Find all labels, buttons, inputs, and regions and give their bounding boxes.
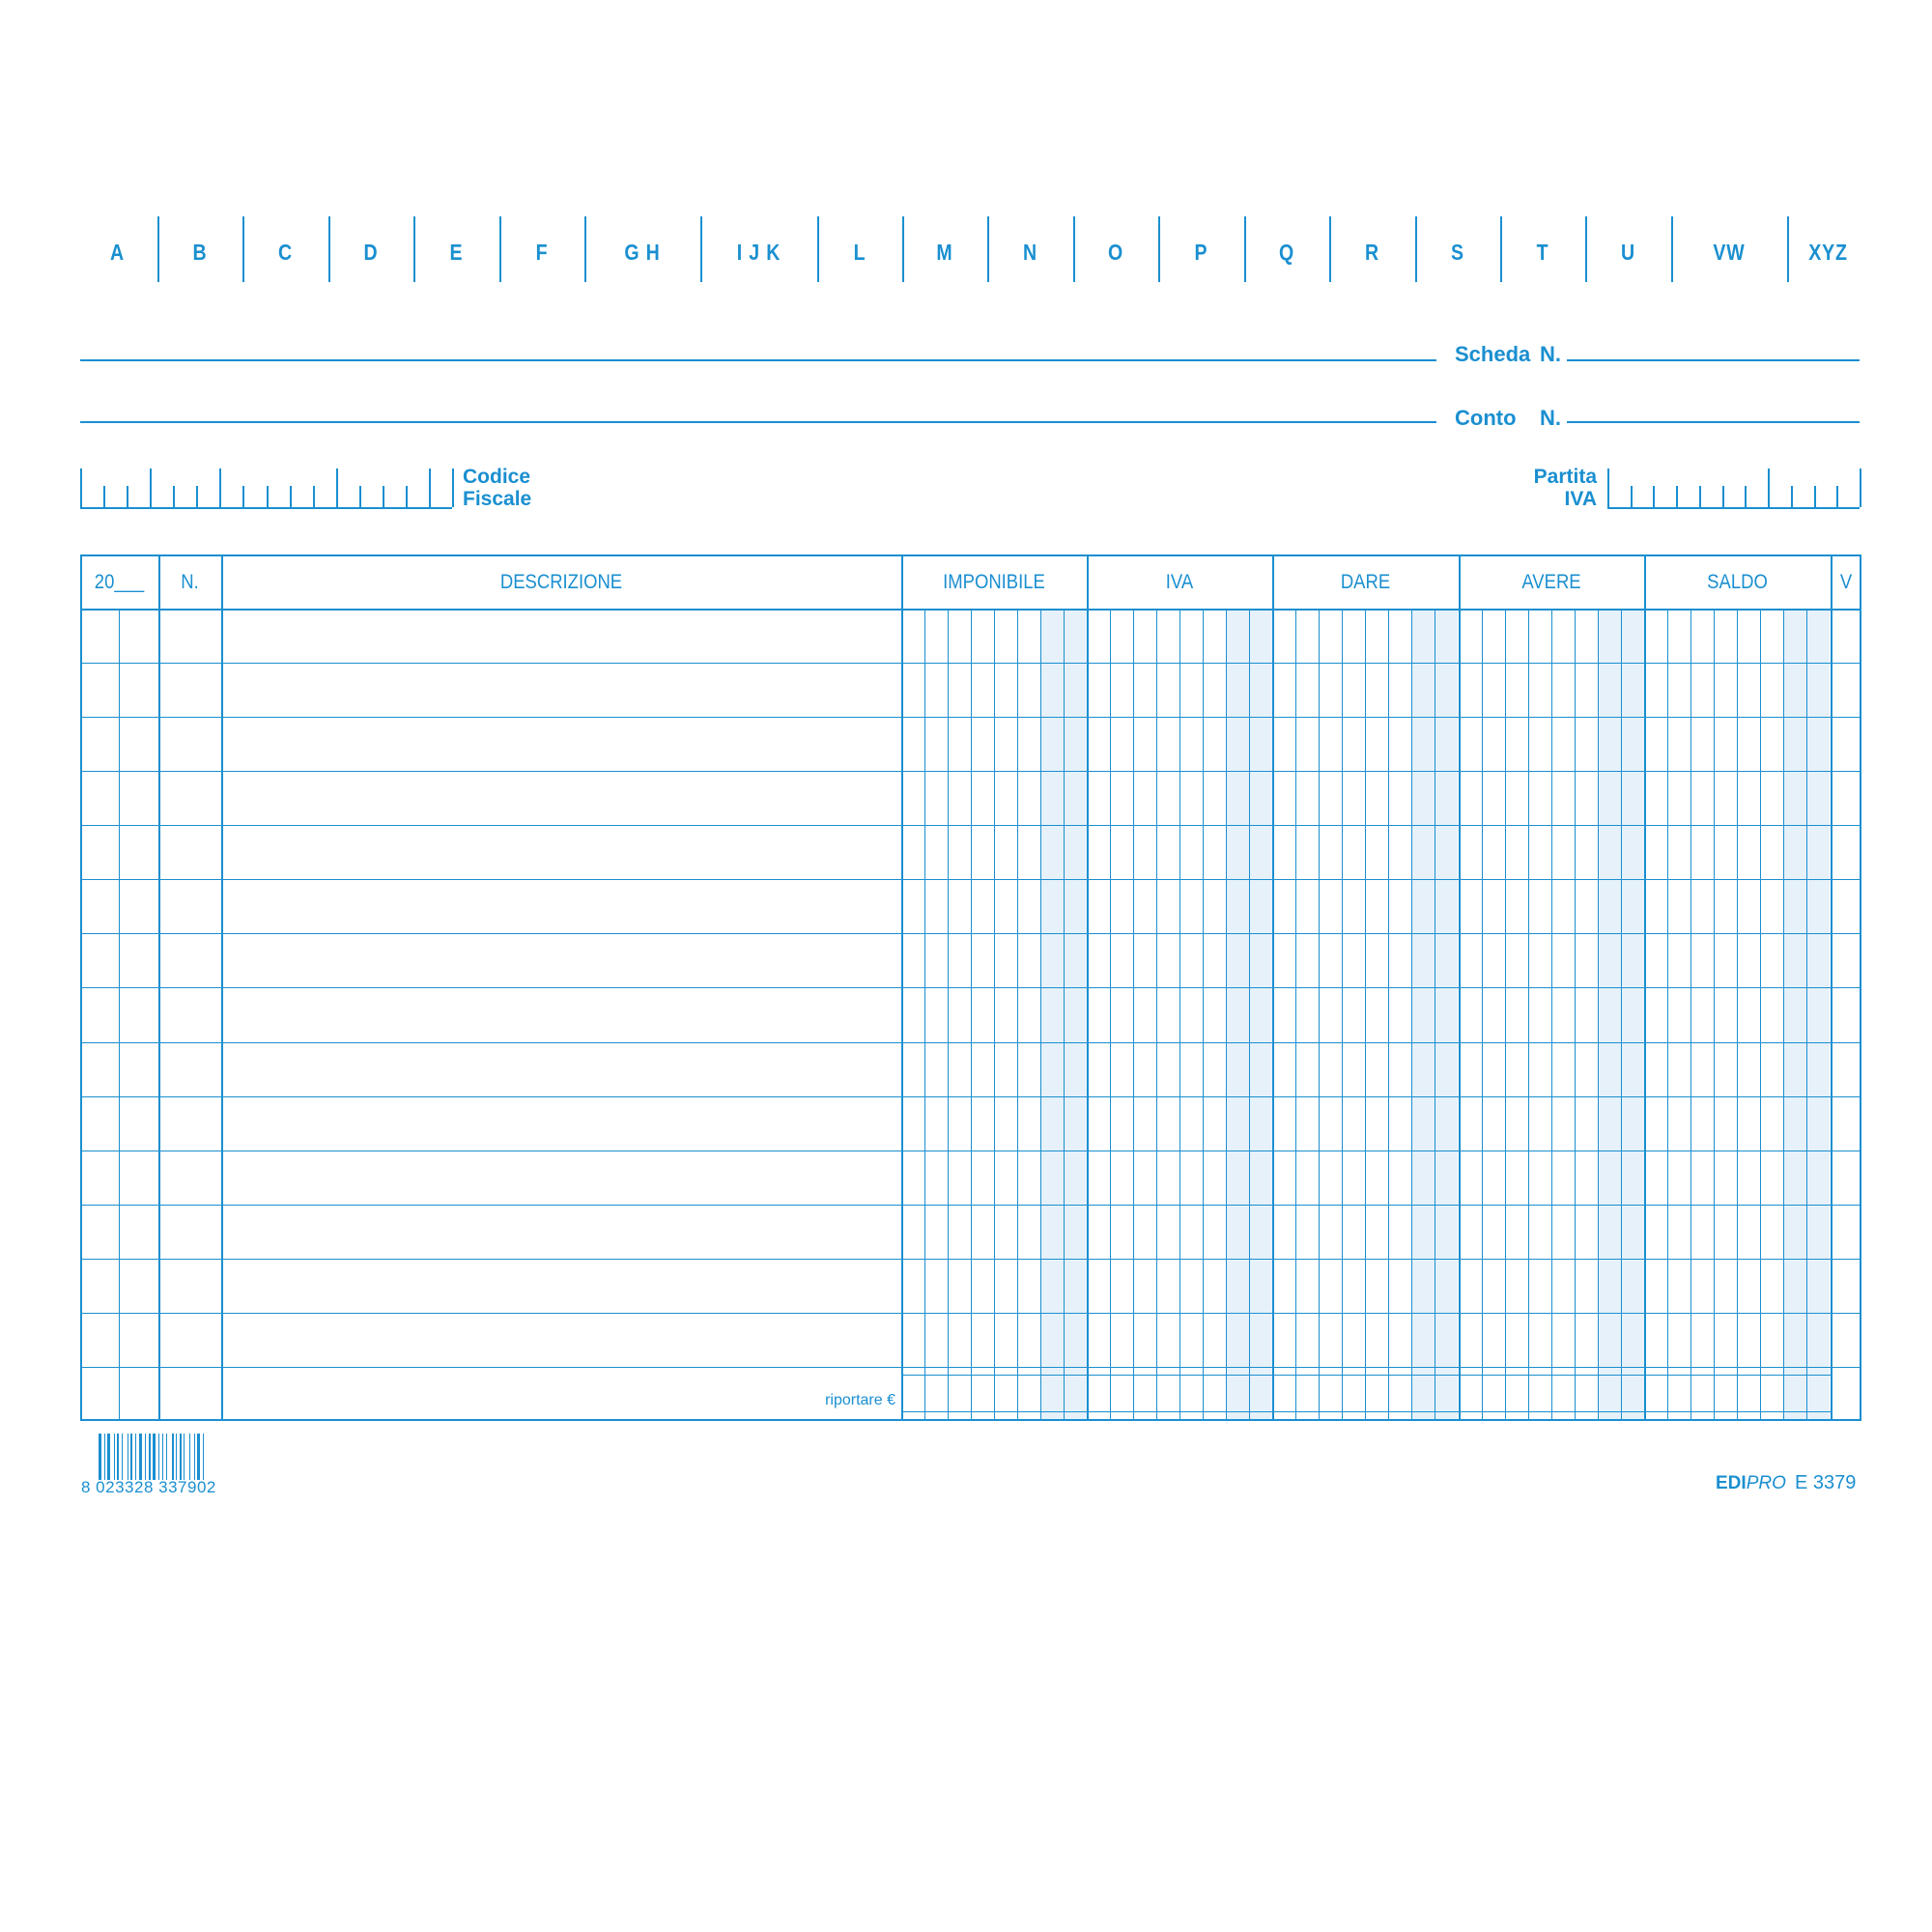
product-code: E 3379	[1795, 1472, 1857, 1493]
alpha-divider	[242, 216, 244, 282]
conto-number-input[interactable]	[1567, 400, 1860, 421]
alpha-tab-s[interactable]: S	[1451, 240, 1464, 265]
barcode-bar	[180, 1434, 182, 1480]
alpha-divider	[584, 216, 586, 282]
table-row[interactable]	[80, 879, 1861, 933]
conto-name-line	[80, 421, 1436, 423]
alpha-divider	[1329, 216, 1331, 282]
barcode-bar	[145, 1434, 146, 1480]
scheda-name-line	[80, 359, 1436, 361]
codice-fiscale-label: Codice	[463, 466, 531, 488]
table-row[interactable]	[80, 663, 1861, 717]
logo-pro: PRO	[1746, 1473, 1786, 1493]
table-row[interactable]	[80, 987, 1861, 1041]
barcode-bar	[166, 1434, 167, 1480]
barcode-bar	[114, 1434, 115, 1480]
alpha-tab-q[interactable]: Q	[1278, 240, 1295, 265]
alpha-tab-o[interactable]: O	[1107, 240, 1124, 265]
table-row[interactable]	[80, 771, 1861, 825]
alpha-divider	[817, 216, 819, 282]
barcode-digits: 8 023328 337902	[81, 1478, 216, 1496]
year-header: 20___	[94, 571, 145, 593]
barcode-bar	[130, 1434, 132, 1480]
partita-iva-label: IVA	[1564, 488, 1597, 510]
conto-label: Conto	[1455, 406, 1517, 430]
barcode-bar	[203, 1434, 204, 1480]
table-row[interactable]	[80, 1259, 1861, 1313]
alpha-tab-e[interactable]: E	[449, 240, 464, 265]
alpha-divider	[1158, 216, 1160, 282]
conto-number-field	[1567, 421, 1860, 423]
barcode-bar	[107, 1434, 110, 1480]
scheda-number-field	[1567, 359, 1860, 361]
alpha-divider	[700, 216, 702, 282]
barcode-bar	[135, 1434, 136, 1480]
v-header: V	[1839, 571, 1853, 593]
barcode-bar	[149, 1434, 151, 1480]
alpha-divider	[1073, 216, 1075, 282]
codice-fiscale-label: Fiscale	[463, 488, 532, 510]
partita-iva-input[interactable]	[1607, 469, 1860, 507]
barcode-bar	[184, 1434, 185, 1480]
alpha-tab-xyz[interactable]: XYZ	[1808, 240, 1848, 265]
partita-iva-baseline	[1607, 507, 1860, 509]
table-row[interactable]	[80, 825, 1861, 879]
alpha-tab-p[interactable]: P	[1194, 240, 1208, 265]
barcode-bar	[162, 1434, 163, 1480]
barcode	[99, 1434, 230, 1480]
alpha-divider	[499, 216, 501, 282]
alpha-tab-gh[interactable]: G H	[624, 240, 661, 265]
codice-fiscale-input[interactable]	[80, 469, 452, 507]
alpha-divider	[157, 216, 159, 282]
barcode-bar	[189, 1434, 190, 1480]
barcode-bar	[139, 1434, 142, 1480]
avere-header: AVERE	[1521, 571, 1581, 593]
alpha-divider	[1671, 216, 1673, 282]
alpha-tab-t[interactable]: T	[1536, 240, 1549, 265]
barcode-bar	[104, 1434, 105, 1480]
number-header: N.	[181, 571, 199, 593]
saldo-header: SALDO	[1707, 571, 1768, 593]
partita-iva-label: Partita	[1533, 466, 1597, 488]
barcode-bar	[117, 1434, 119, 1480]
partita-iva-tick	[1860, 469, 1861, 507]
alpha-tab-n[interactable]: N	[1023, 240, 1037, 265]
barcode-bar	[194, 1434, 195, 1480]
alpha-tab-c[interactable]: C	[278, 240, 293, 265]
table-row[interactable]	[80, 1096, 1861, 1151]
codice-fiscale-tick	[452, 469, 454, 507]
alpha-tab-f[interactable]: F	[535, 240, 549, 265]
dare-header: DARE	[1340, 571, 1391, 593]
imponibile-header: IMPONIBILE	[943, 571, 1045, 593]
scheda-n-label: N.	[1540, 342, 1561, 366]
alpha-tab-b[interactable]: B	[192, 240, 208, 265]
alpha-divider	[1244, 216, 1246, 282]
iva-header: IVA	[1165, 571, 1194, 593]
table-row[interactable]	[80, 717, 1861, 771]
alpha-divider	[328, 216, 330, 282]
alpha-tab-r[interactable]: R	[1365, 240, 1379, 265]
alpha-tab-ijk[interactable]: I J K	[736, 240, 781, 265]
barcode-bar	[172, 1434, 174, 1480]
barcode-bar	[197, 1434, 200, 1480]
barcode-bar	[153, 1434, 156, 1480]
table-row[interactable]	[80, 1205, 1861, 1259]
codice-fiscale-baseline	[80, 507, 452, 509]
alpha-divider	[1500, 216, 1502, 282]
barcode-bar	[176, 1434, 177, 1480]
alpha-tab-a[interactable]: A	[110, 240, 125, 265]
scheda-label: Scheda	[1455, 342, 1531, 366]
carry-forward-label: riportare €	[825, 1392, 895, 1408]
alpha-tab-d[interactable]: D	[363, 240, 379, 265]
scheda-number-input[interactable]	[1567, 338, 1860, 359]
alpha-tab-m[interactable]: M	[936, 240, 953, 265]
alpha-divider	[987, 216, 989, 282]
carry-line	[901, 1375, 1831, 1376]
alpha-tab-vw[interactable]: VW	[1713, 240, 1746, 265]
barcode-bar	[99, 1434, 101, 1480]
alpha-divider	[1415, 216, 1417, 282]
description-header: DESCRIZIONE	[499, 571, 623, 593]
barcode-bar	[122, 1434, 123, 1480]
table-row[interactable]	[80, 1151, 1861, 1205]
barcode-bar	[158, 1434, 159, 1480]
conto-n-label: N.	[1540, 406, 1561, 430]
logo-edi: EDI	[1716, 1473, 1747, 1493]
alpha-divider	[413, 216, 415, 282]
alpha-divider	[902, 216, 904, 282]
table-row[interactable]	[80, 933, 1861, 987]
alpha-divider	[1787, 216, 1789, 282]
table-row[interactable]	[80, 1313, 1861, 1367]
edipro-logo	[1716, 1473, 1786, 1494]
table-row[interactable]	[80, 1042, 1861, 1096]
alpha-tab-u[interactable]: U	[1621, 240, 1635, 265]
alpha-tab-l[interactable]: L	[853, 240, 867, 265]
carry-line	[901, 1411, 1831, 1412]
table-row[interactable]	[80, 609, 1861, 663]
alpha-divider	[1585, 216, 1587, 282]
